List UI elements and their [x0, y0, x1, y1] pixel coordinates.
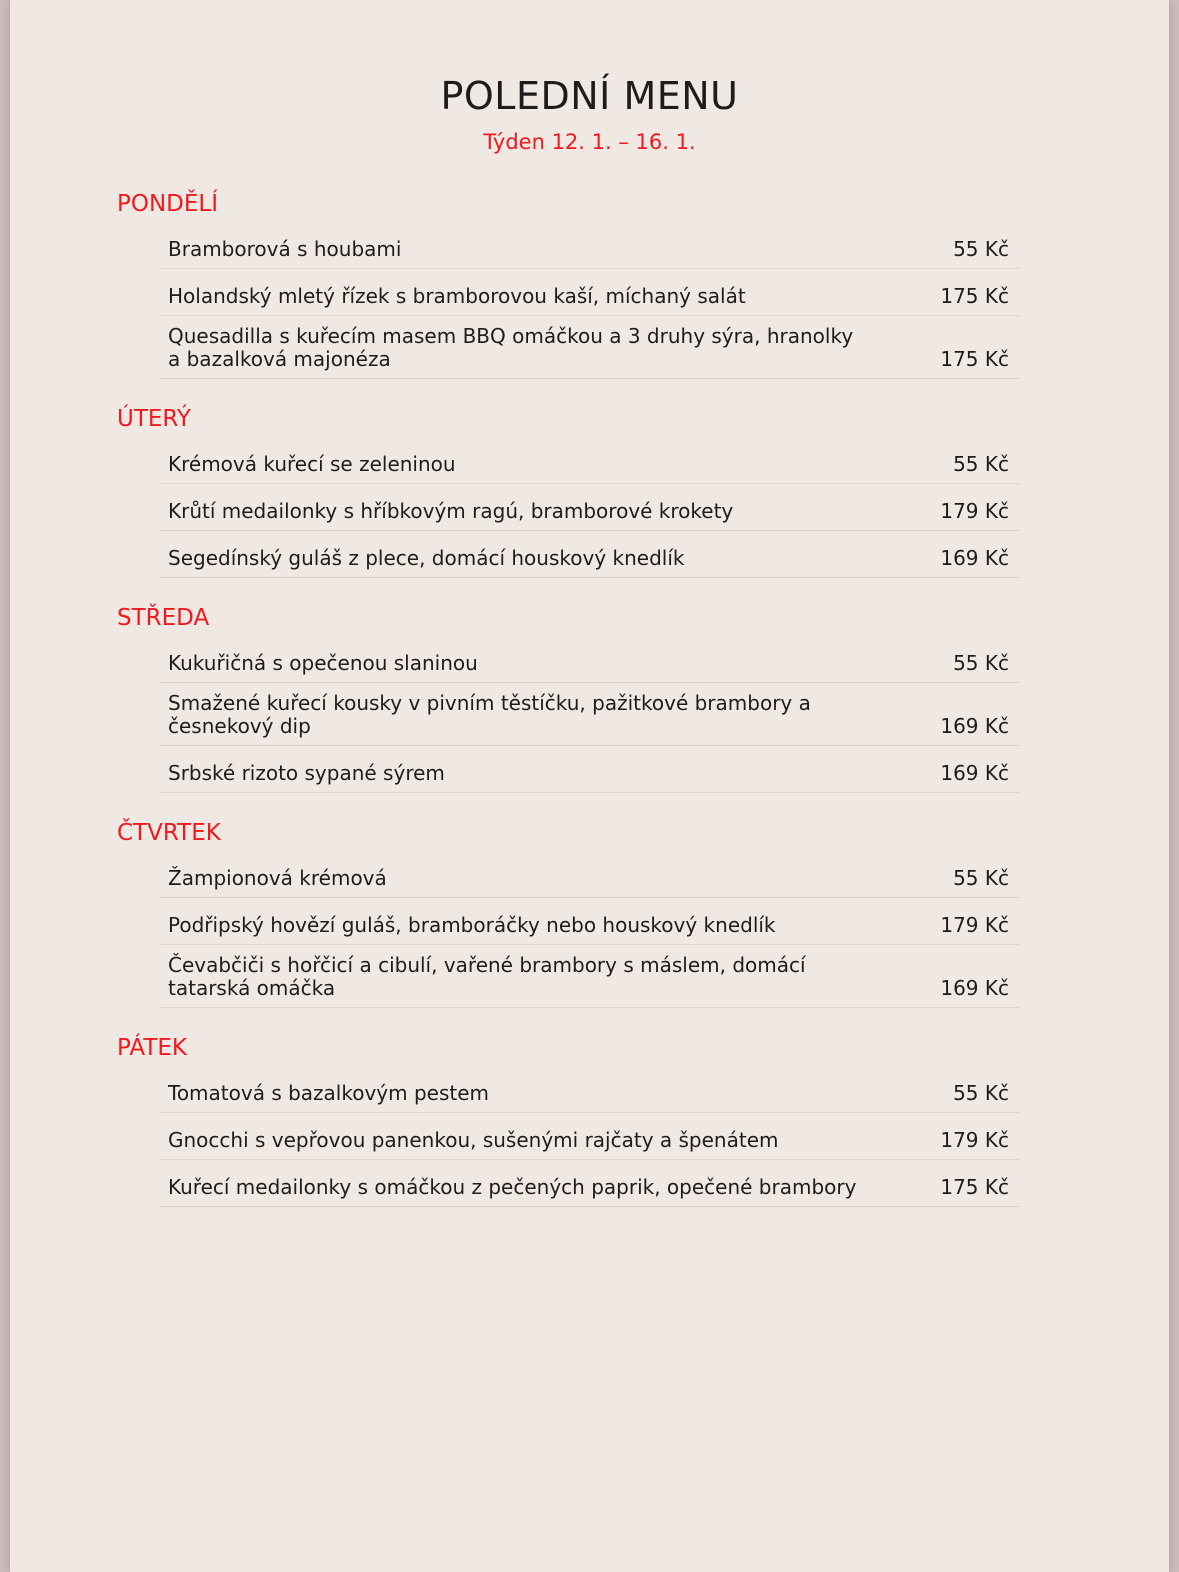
dish-row — [159, 1066, 1019, 1113]
dish-name: Kuřecí medailonky s omáčkou z pečených paprik, opečené brambory — [168, 1175, 857, 1199]
dish-price: 175 Kč — [940, 284, 1009, 308]
dish-price: 55 Kč — [953, 237, 1009, 261]
dish-list — [159, 1066, 1019, 1207]
day-section — [10, 1030, 1169, 1207]
dish-row — [159, 1113, 1019, 1160]
dish-name: Čevabčiči s hořčicí a cibulí, vařené brambory s máslem, domácí tatarská omáčka — [168, 953, 806, 1000]
dish-name: Žampionová krémová — [168, 866, 387, 890]
dish-price: 175 Kč — [940, 1175, 1009, 1199]
dish-row — [159, 636, 1019, 683]
menu-page — [10, 0, 1169, 1572]
dish-price: 169 Kč — [940, 976, 1009, 1000]
dish-name: Podřipský hovězí guláš, bramboráčky nebo houskový knedlík — [168, 913, 776, 937]
day-heading: ÚTERÝ — [117, 406, 191, 432]
dish-row — [159, 484, 1019, 531]
dish-price: 55 Kč — [953, 1081, 1009, 1105]
dish-row — [159, 683, 1019, 746]
dish-price: 169 Kč — [940, 761, 1009, 785]
day-section — [10, 815, 1169, 1008]
week-subtitle: Týden 12. 1. – 16. 1. — [483, 130, 696, 154]
dish-row — [159, 746, 1019, 793]
dish-price: 55 Kč — [953, 651, 1009, 675]
dish-row — [159, 531, 1019, 578]
dish-name: Smažené kuřecí kousky v pivním těstíčku, pažitkové brambory a česnekový dip — [168, 691, 811, 738]
dish-price: 175 Kč — [940, 347, 1009, 371]
dish-name: Krůtí medailonky s hříbkovým ragú, bramborové krokety — [168, 499, 734, 523]
dish-price: 169 Kč — [940, 714, 1009, 738]
dish-name: Tomatová s bazalkovým pestem — [168, 1081, 490, 1105]
dish-row — [159, 222, 1019, 269]
day-section — [10, 401, 1169, 578]
day-section — [10, 600, 1169, 793]
menu-list — [10, 186, 1169, 1229]
day-heading: PÁTEK — [117, 1035, 188, 1061]
dish-price: 179 Kč — [940, 913, 1009, 937]
dish-list — [159, 222, 1019, 379]
dish-price: 179 Kč — [940, 1128, 1009, 1152]
dish-name: Bramborová s houbami — [168, 237, 402, 261]
day-heading: STŘEDA — [117, 605, 210, 631]
dish-row — [159, 851, 1019, 898]
dish-row — [159, 945, 1019, 1008]
dish-row — [159, 269, 1019, 316]
dish-price: 55 Kč — [953, 452, 1009, 476]
dish-name: Kukuřičná s opečenou slaninou — [168, 651, 478, 675]
dish-row — [159, 437, 1019, 484]
dish-name: Segedínský guláš z plece, domácí houskový knedlík — [168, 546, 685, 570]
dish-price: 179 Kč — [940, 499, 1009, 523]
dish-row — [159, 1160, 1019, 1207]
dish-list — [159, 636, 1019, 793]
dish-price: 55 Kč — [953, 866, 1009, 890]
page-title: POLEDNÍ MENU — [440, 74, 739, 118]
day-heading: ČTVRTEK — [117, 820, 221, 846]
dish-name: Quesadilla s kuřecím masem BBQ omáčkou a 3 druhy sýra, hranolky a bazalková majonéza — [168, 324, 854, 371]
dish-list — [159, 851, 1019, 1008]
dish-price: 169 Kč — [940, 546, 1009, 570]
dish-name: Holandský mletý řízek s bramborovou kaší, míchaný salát — [168, 284, 746, 308]
dish-row — [159, 316, 1019, 379]
dish-name: Srbské rizoto sypané sýrem — [168, 761, 445, 785]
dish-name: Gnocchi s vepřovou panenkou, sušenými rajčaty a špenátem — [168, 1128, 779, 1152]
day-heading: PONDĚLÍ — [117, 191, 219, 217]
dish-name: Krémová kuřecí se zeleninou — [168, 452, 456, 476]
dish-list — [159, 437, 1019, 578]
day-section — [10, 186, 1169, 379]
dish-row — [159, 898, 1019, 945]
